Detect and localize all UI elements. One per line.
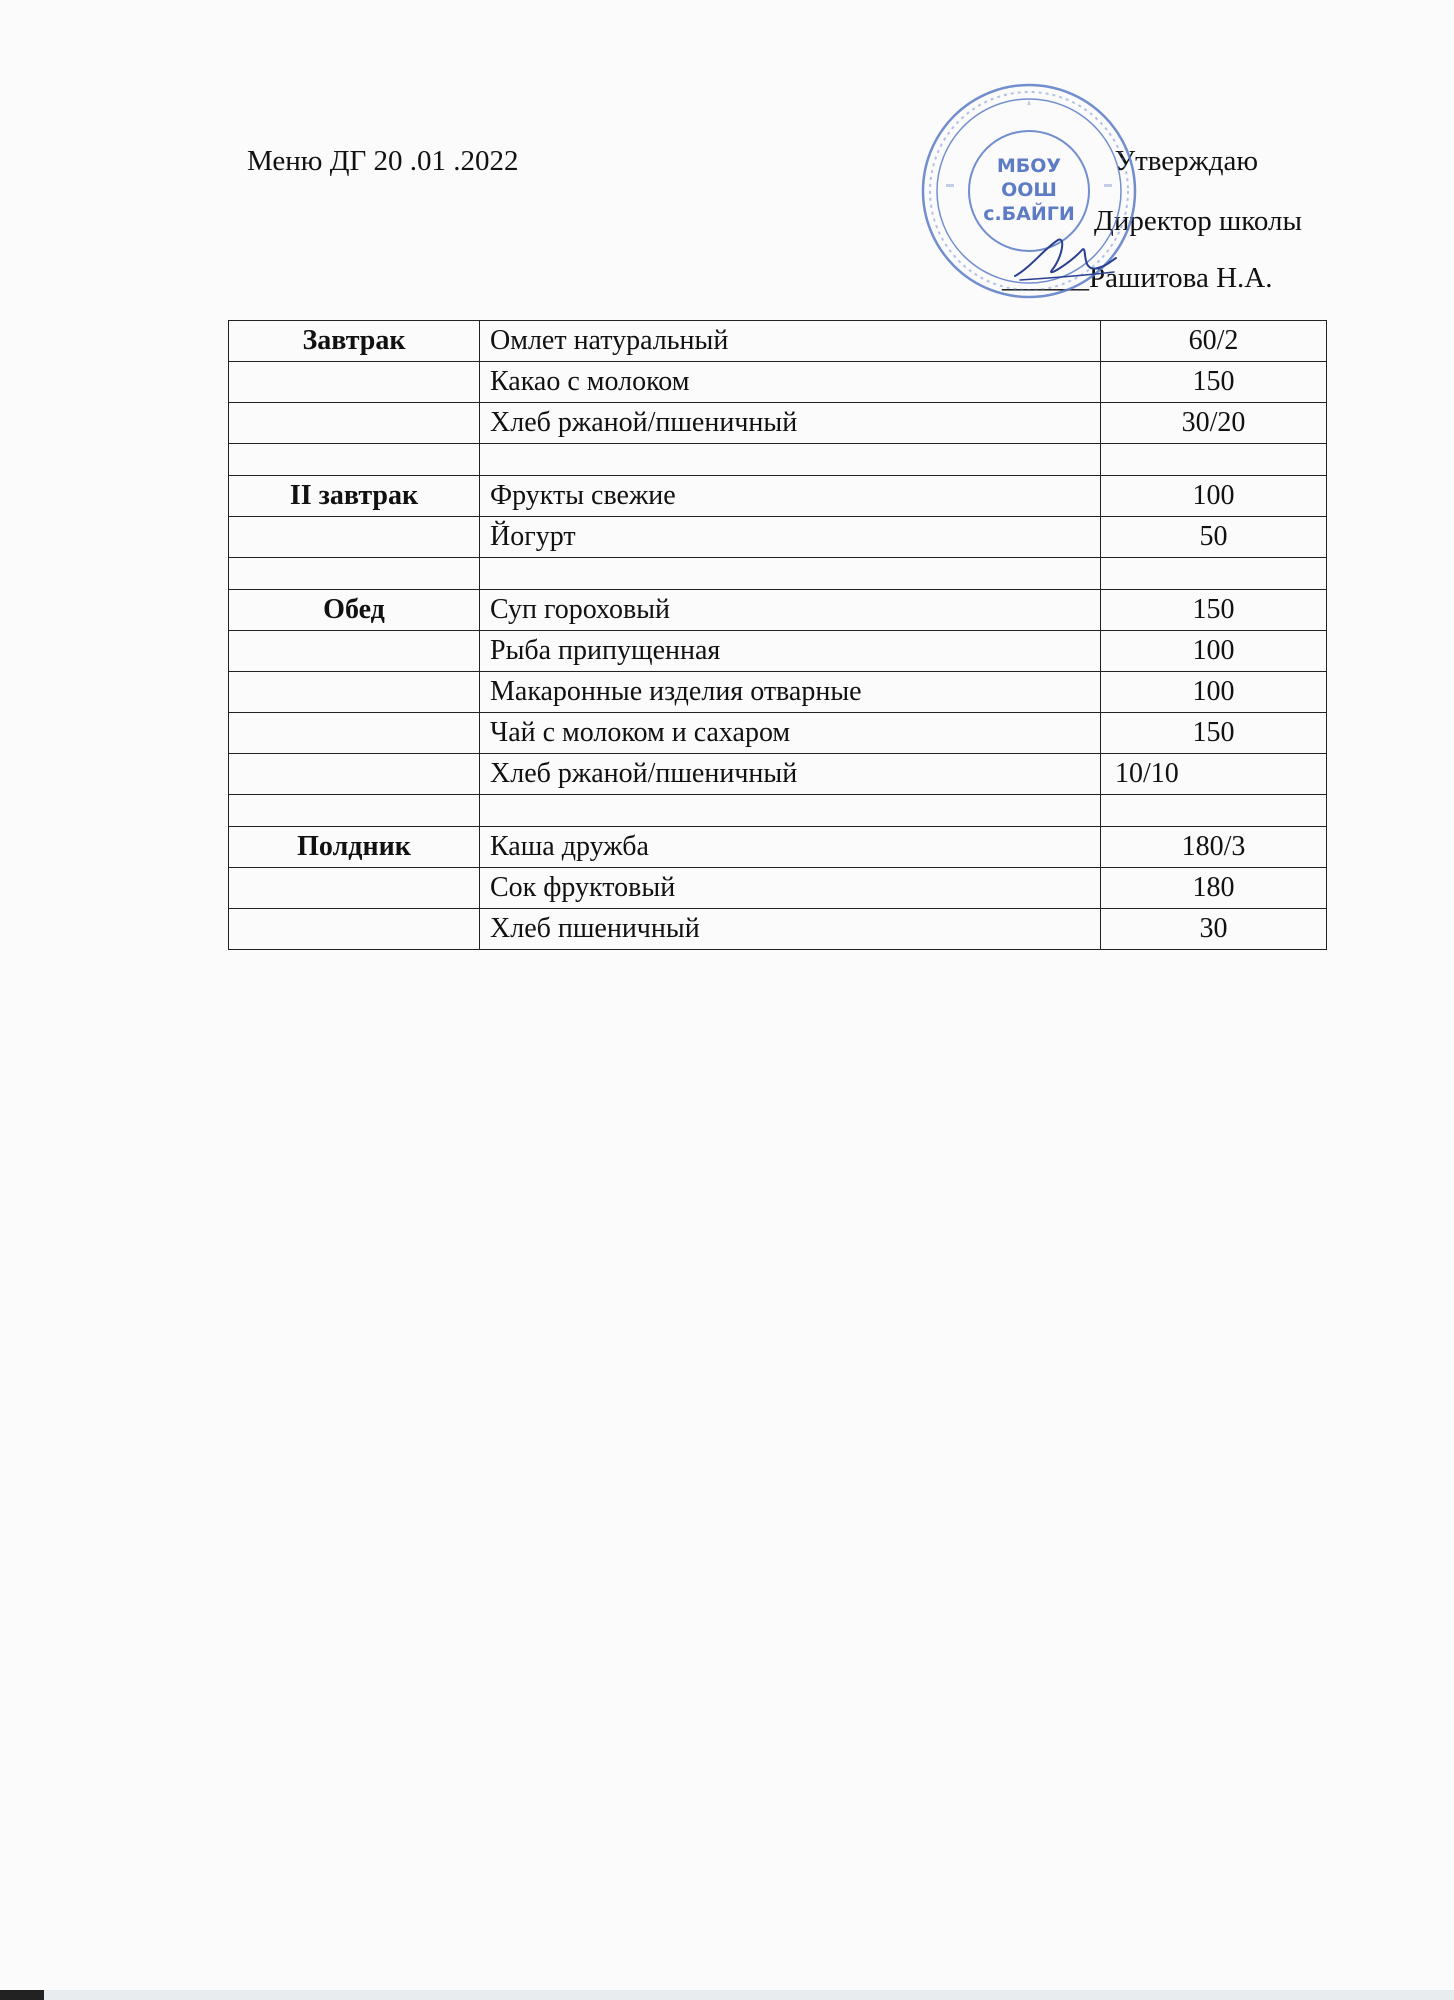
dish-cell [480, 558, 1101, 590]
meal-cell [229, 444, 480, 476]
amount-cell: 150 [1101, 713, 1327, 754]
dish-cell: Рыба припущенная [480, 631, 1101, 672]
meal-cell [229, 672, 480, 713]
amount-cell: 180 [1101, 868, 1327, 909]
amount-cell: 30 [1101, 909, 1327, 950]
dish-cell: Йогурт [480, 517, 1101, 558]
dish-cell: Омлет натуральный [480, 321, 1101, 362]
meal-cell [229, 403, 480, 444]
menu-title: Меню ДГ 20 .01 .2022 [247, 145, 519, 177]
menu-row [229, 754, 1327, 795]
stamp-line-1: МБОУ [996, 155, 1062, 177]
meal-cell [229, 795, 480, 827]
amount-cell [1101, 444, 1327, 476]
dish-cell: Суп гороховый [480, 590, 1101, 631]
menu-row [229, 713, 1327, 754]
amount-cell: 150 [1101, 590, 1327, 631]
amount-cell: 100 [1101, 672, 1327, 713]
amount-cell: 10/10 [1101, 754, 1327, 795]
amount-cell: 100 [1101, 476, 1327, 517]
menu-row [229, 672, 1327, 713]
menu-row [229, 362, 1327, 403]
menu-row [229, 558, 1327, 590]
dish-cell: Макаронные изделия отварные [480, 672, 1101, 713]
menu-row [229, 909, 1327, 950]
meal-cell [229, 909, 480, 950]
stamp-line-3: с.БАЙГИ [983, 203, 1075, 225]
meal-cell: II завтрак [229, 476, 480, 517]
stamp-line-2: ООШ [1001, 179, 1057, 201]
meal-cell [229, 517, 480, 558]
dish-cell: Сок фруктовый [480, 868, 1101, 909]
dish-cell [480, 444, 1101, 476]
amount-cell [1101, 795, 1327, 827]
menu-row [229, 795, 1327, 827]
meal-cell [229, 713, 480, 754]
amount-cell: 180/3 [1101, 827, 1327, 868]
amount-cell: 60/2 [1101, 321, 1327, 362]
dish-cell: Каша дружба [480, 827, 1101, 868]
dish-cell [480, 795, 1101, 827]
dish-cell: Хлеб пшеничный [480, 909, 1101, 950]
meal-cell [229, 868, 480, 909]
amount-cell: 30/20 [1101, 403, 1327, 444]
dish-cell: Фрукты свежие [480, 476, 1101, 517]
menu-row [229, 403, 1327, 444]
meal-cell [229, 754, 480, 795]
scan-corner [0, 1990, 44, 2000]
director-label: Директор школы [1094, 205, 1302, 237]
amount-cell [1101, 558, 1327, 590]
scan-edge [0, 1990, 1454, 2000]
menu-row [229, 868, 1327, 909]
meal-cell [229, 362, 480, 403]
meal-cell: Полдник [229, 827, 480, 868]
menu-row [229, 590, 1327, 631]
menu-table [228, 320, 1327, 950]
menu-row [229, 517, 1327, 558]
meal-cell: Обед [229, 590, 480, 631]
menu-row [229, 444, 1327, 476]
amount-cell: 150 [1101, 362, 1327, 403]
meal-cell: Завтрак [229, 321, 480, 362]
meal-cell [229, 631, 480, 672]
menu-row [229, 631, 1327, 672]
dish-cell: Чай с молоком и сахаром [480, 713, 1101, 754]
signature-line: ______Рашитова Н.А. [1002, 262, 1273, 294]
menu-row [229, 321, 1327, 362]
amount-cell: 100 [1101, 631, 1327, 672]
meal-cell [229, 558, 480, 590]
dish-cell: Хлеб ржаной/пшеничный [480, 403, 1101, 444]
menu-row [229, 827, 1327, 868]
dish-cell: Хлеб ржаной/пшеничный [480, 754, 1101, 795]
handwritten-signature [1010, 228, 1120, 288]
approve-label: Утверждаю [1114, 145, 1258, 177]
dish-cell: Какао с молоком [480, 362, 1101, 403]
amount-cell: 50 [1101, 517, 1327, 558]
menu-row [229, 476, 1327, 517]
